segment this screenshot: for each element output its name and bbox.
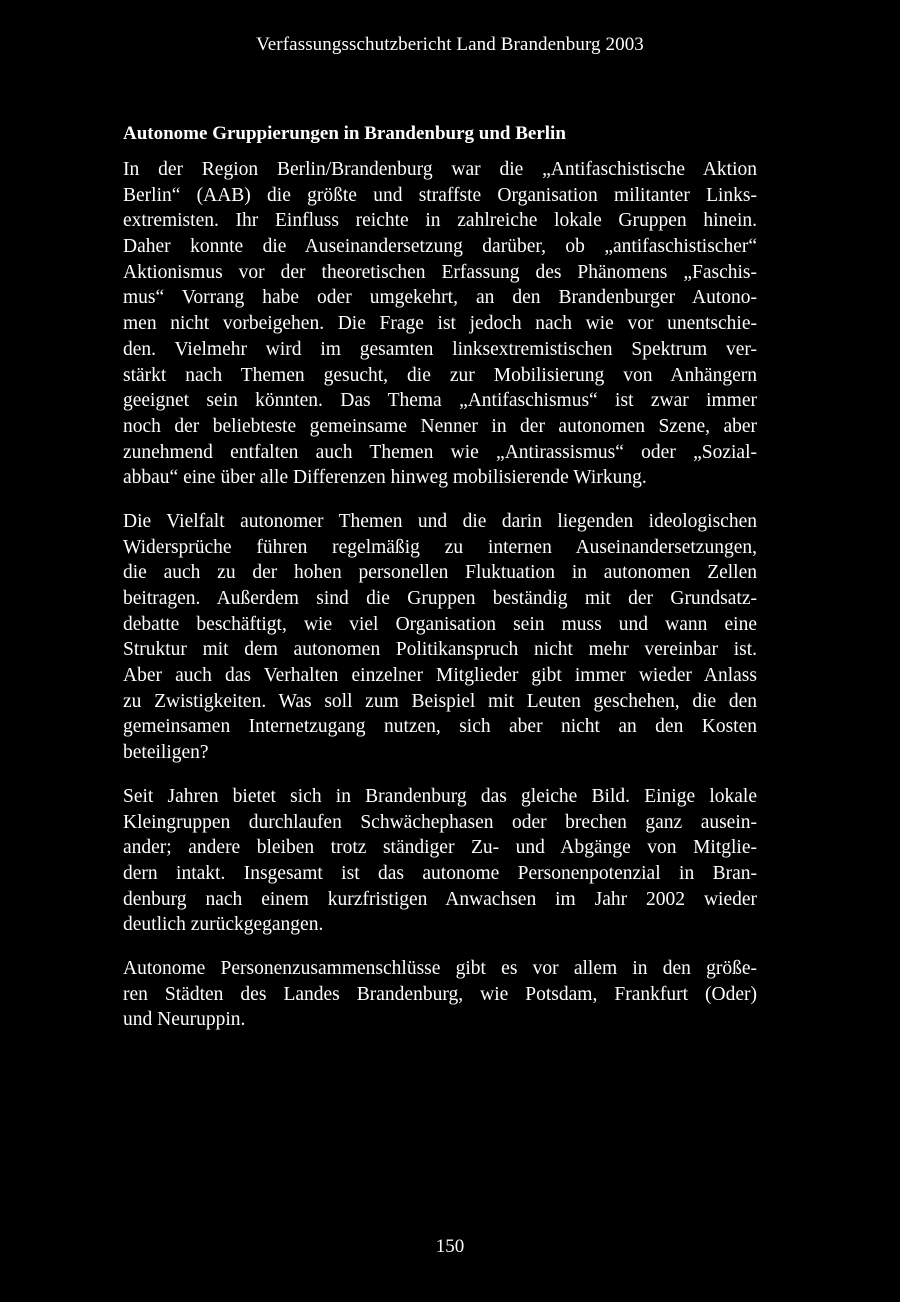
page-number: 150 [435,1236,465,1257]
text-line: abbau“ eine über alle Differenzen hinweg mobilisierende Wirkung. [123,467,647,489]
text-line: ren Städten des Landes Brandenburg, wie Potsdam, Frankfurt (Oder) [123,983,757,1005]
text-line: ander; andere bleiben trotz ständiger Zu- und Abgänge von Mitglie- [123,837,757,859]
text-line: dern intakt. Insgesamt ist das autonome Personenpotenzial in Bran- [123,862,757,884]
paragraph-4 [123,956,757,1033]
text-line: die auch zu der hohen personellen Fluktuation in autonomen Zellen [123,562,757,584]
text-line: men nicht vorbeigehen. Die Frage ist jedoch nach wie vor unentschie- [123,313,757,335]
text-line: zunehmend entfalten auch Themen wie „Antirassismus“ oder „Sozial- [123,441,757,463]
text-line: gemeinsamen Internetzugang nutzen, sich aber nicht an den Kosten [123,716,757,738]
text-line: stärkt nach Themen gesucht, die zur Mobilisierung von Anhängern [123,364,757,386]
text-line: deutlich zurückgegangen. [123,914,324,936]
paragraph-2 [123,509,757,766]
text-line: debatte beschäftigt, wie viel Organisation sein muss und wann eine [123,613,757,635]
text-line: denburg nach einem kurzfristigen Anwachsen im Jahr 2002 wieder [123,888,757,910]
text-line: geeignet sein könnten. Das Thema „Antifaschismus“ ist zwar immer [123,390,757,412]
text-line: Die Vielfalt autonomer Themen und die darin liegenden ideologischen [123,510,757,532]
text-line: Aktionismus vor der theoretischen Erfassung des Phänomens „Faschis- [123,261,757,283]
text-line: Autonome Personenzusammenschlüsse gibt es vor allem in den größe- [123,957,757,979]
text-line: und Neuruppin. [123,1009,246,1031]
section-title: Autonome Gruppierungen in Brandenburg und Berlin [123,123,566,144]
text-line: Daher konnte die Auseinandersetzung darüber, ob „antifaschistischer“ [123,236,757,258]
document-body [123,121,757,1051]
text-line: Struktur mit dem autonomen Politikanspruch nicht mehr vereinbar ist. [123,639,757,661]
text-line: In der Region Berlin/Brandenburg war die „Antifaschistische Aktion [123,159,757,180]
text-line: Widersprüche führen regelmäßig zu internen Auseinandersetzungen, [123,536,757,558]
text-line: Berlin“ (AAB) die größte und straffste Organisation militanter Links- [123,184,757,206]
text-line: beteiligen? [123,742,209,764]
running-header: Verfassungsschutzbericht Land Brandenburg 2003 [256,34,644,55]
paragraph-3 [123,784,757,938]
text-line: Seit Jahren bietet sich in Brandenburg das gleiche Bild. Einige lokale [123,785,757,807]
text-line: noch der beliebteste gemeinsame Nenner in der autonomen Szene, aber [123,415,757,437]
text-line: mus“ Vorrang habe oder umgekehrt, an den Brandenburger Autono- [123,287,757,309]
text-line: den. Vielmehr wird im gesamten linksextremistischen Spektrum ver- [123,338,757,360]
paragraph-1 [123,157,757,491]
text-line: Kleingruppen durchlaufen Schwächephasen oder brechen ganz ausein- [123,811,757,833]
text-line: Aber auch das Verhalten einzelner Mitglieder gibt immer wieder Anlass [123,665,757,687]
text-line: extremisten. Ihr Einfluss reichte in zahlreiche lokale Gruppen hinein. [123,210,757,232]
text-line: zu Zwistigkeiten. Was soll zum Beispiel mit Leuten geschehen, die den [123,690,757,712]
text-line: beitragen. Außerdem sind die Gruppen beständig mit der Grundsatz- [123,588,757,609]
